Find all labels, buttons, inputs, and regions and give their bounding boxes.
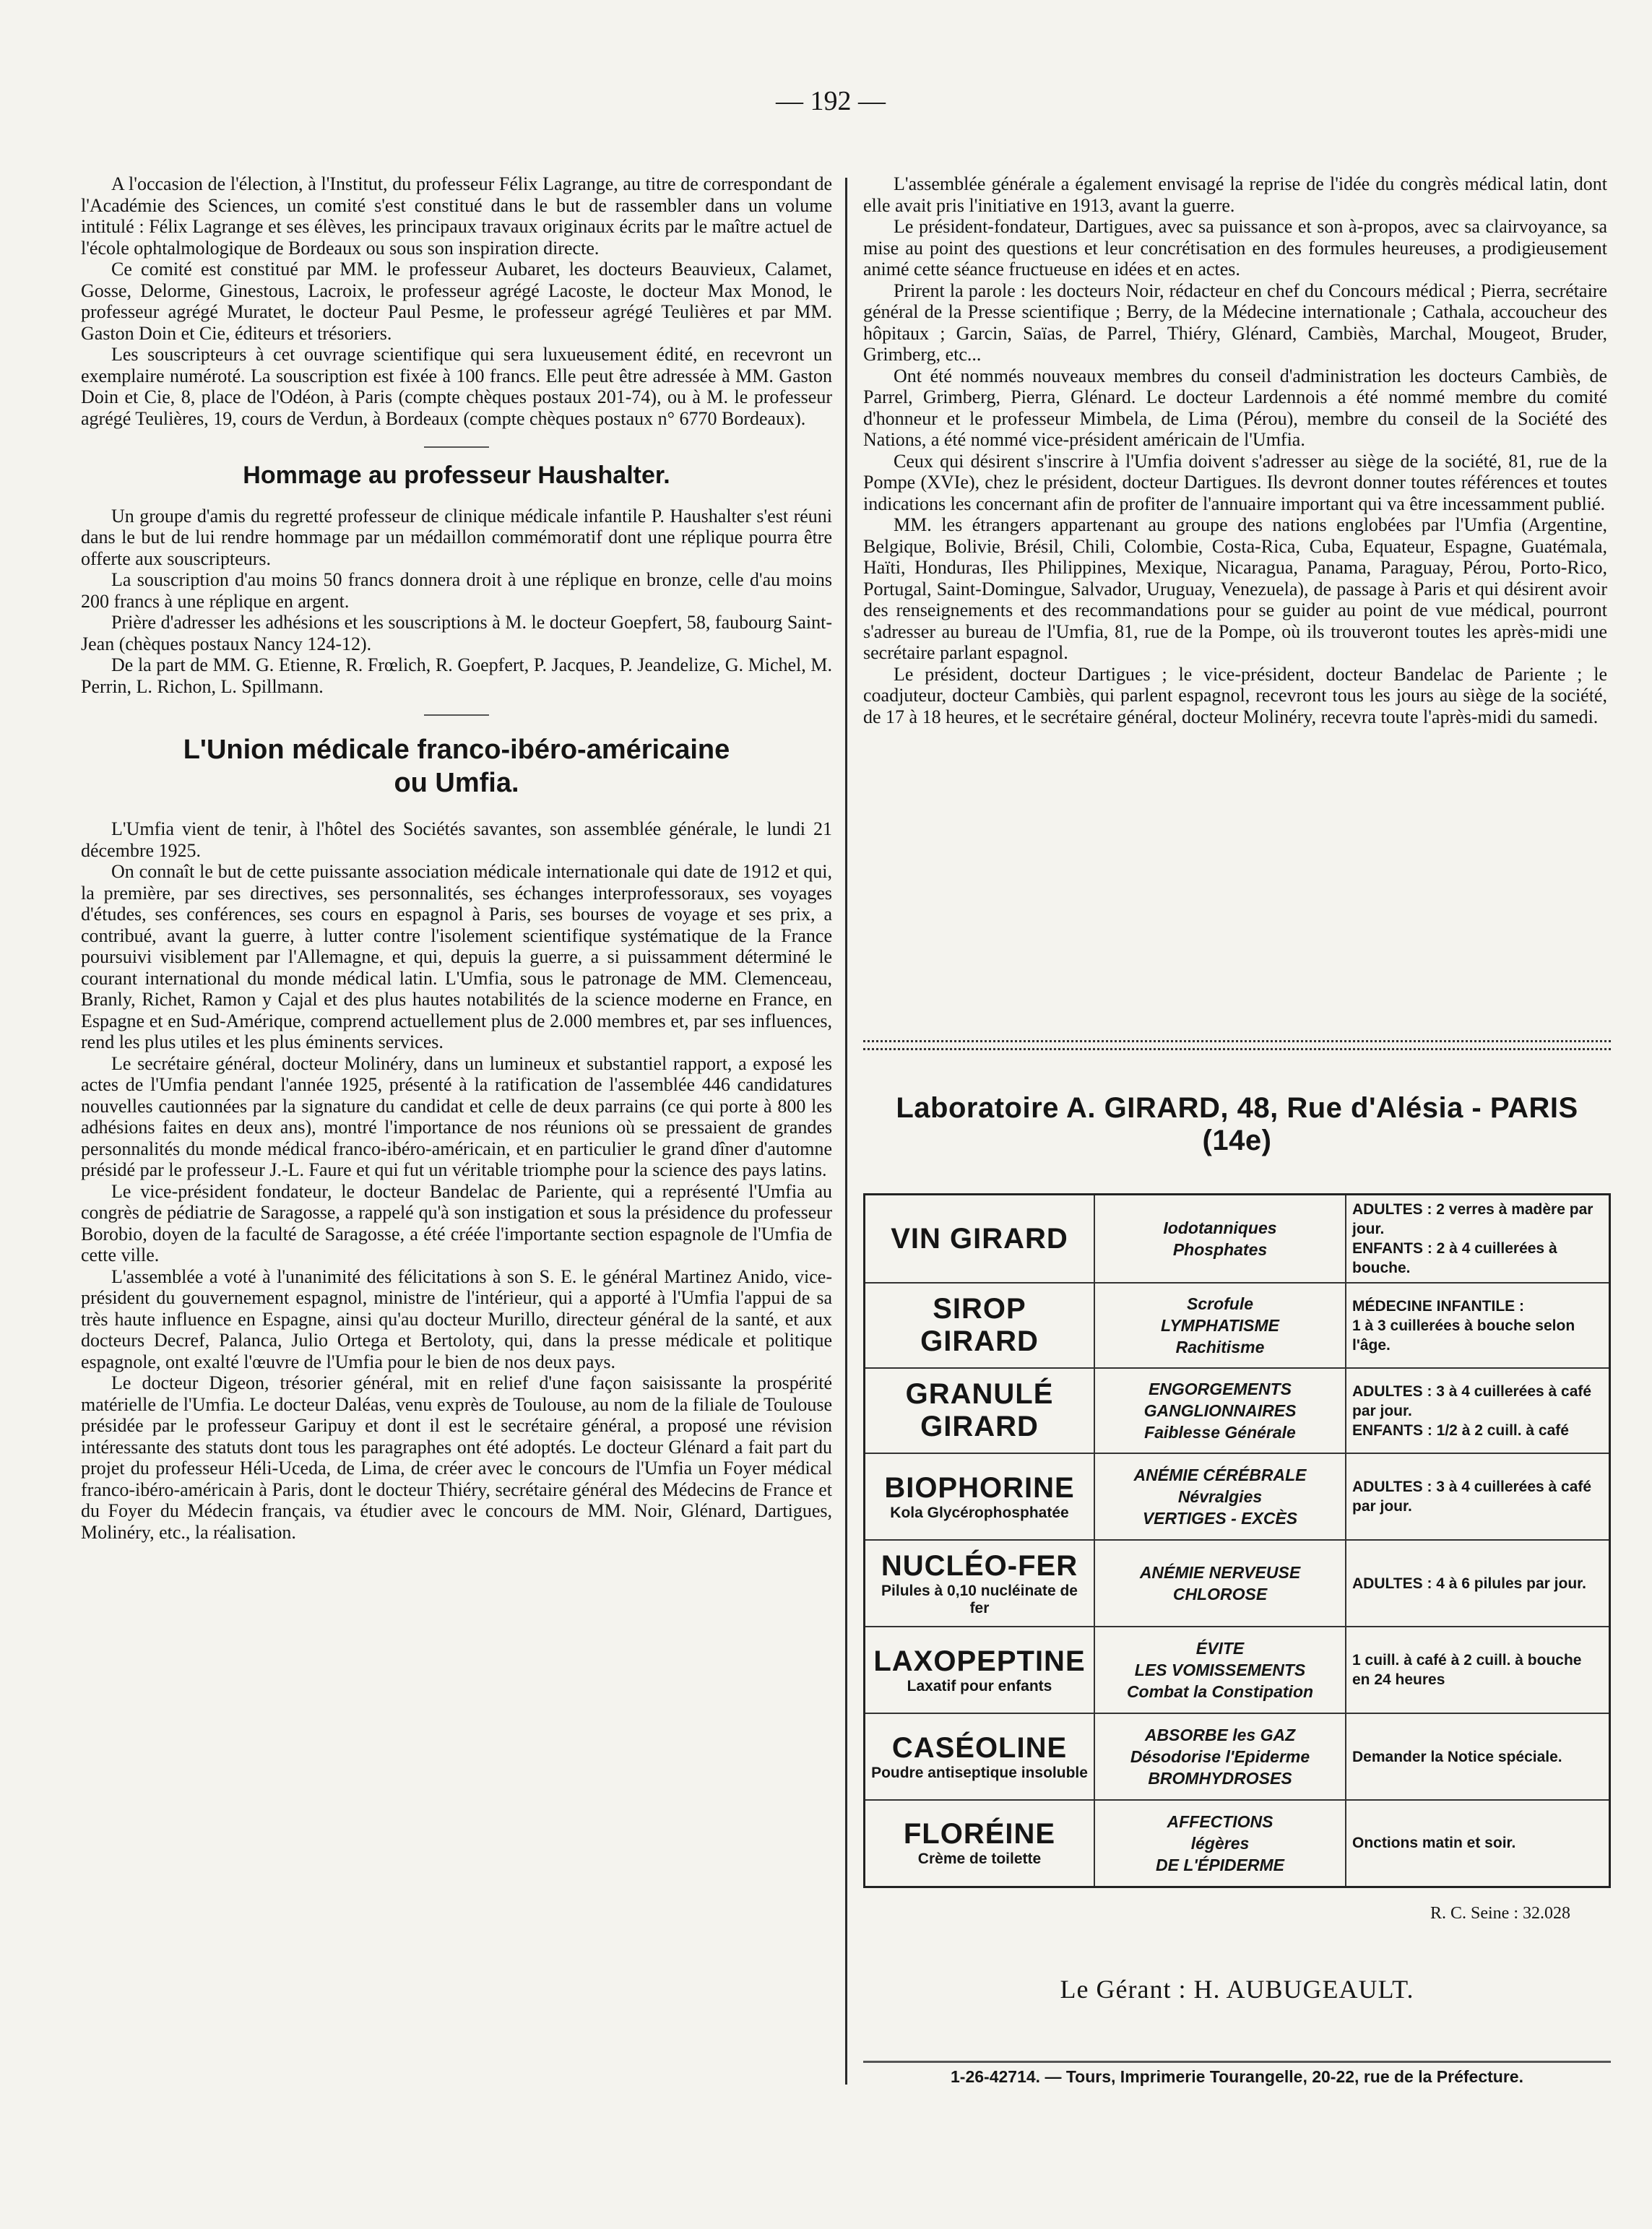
right-paragraph: Prirent la parole : les docteurs Noir, rédacteur en chef du Concours médical ; Pierra, secrétaire général de la Presse scientifique ; Berry, de la Médecine internationale ; Cathala, accoucheur des hôpitaux ; Garcin, Saïas, de Parrel, Thiéry, Glénard, Cambiès, Marchal, Mougeot, Bruder, Grimberg, etc...	[863, 280, 1607, 365]
hommage-title: Hommage au professeur Haushalter.	[243, 462, 670, 489]
intro-paragraph: Ce comité est constitué par MM. le professeur Aubaret, les docteurs Beauvieux, Calamet, Gosse, Delorme, Ginestous, Lacroix, le professeur agrégé Lacoste, le docteur Max Monod, le professeur agrégé Muratet, le docteur Paul Pesme, le professeur agrégé Teulières et par MM. Gaston Doin et Cie, éditeurs et trésoriers.	[81, 259, 832, 344]
product-row	[865, 1283, 1610, 1368]
product-name-cell	[865, 1453, 1095, 1540]
product-row	[865, 1627, 1610, 1713]
union-title-line1: L'Union médicale franco-ibéro-américaine	[183, 735, 730, 765]
product-description: Pilules à 0,10 nucléinate de fer	[881, 1582, 1078, 1616]
product-name-cell	[865, 1195, 1095, 1284]
section-separator	[424, 446, 489, 448]
product-name-cell	[865, 1368, 1095, 1453]
product-table	[863, 1193, 1611, 1888]
intro-paragraph: Les souscripteurs à cet ouvrage scientifique qui sera luxueusement édité, en recevront un exemplaire numéroté. La souscription est fixée à 100 francs. Elle peut être adressée à MM. Gaston Doin et Cie, 8, place de l'Odéon, à Paris (compte chèques postaux 201-74), ou à M. le professeur agrégé Teulières, 19, cours de Verdun, à Bordeaux (compte chèques postaux n° 6770 Bordeaux).	[81, 344, 832, 429]
product-dosage: Demander la Notice spéciale.	[1346, 1713, 1610, 1800]
product-row	[865, 1800, 1610, 1887]
product-dosage: ADULTES : 2 verres à madère par jour. ENFANTS : 2 à 4 cuillerées à bouche.	[1346, 1195, 1610, 1284]
union-title	[81, 733, 832, 800]
girard-advertisement	[863, 1040, 1611, 2087]
right-paragraph: MM. les étrangers appartenant au groupe des nations englobées par l'Umfia (Argentine, Belgique, Bolivie, Brésil, Chili, Colombie, Costa-Rica, Cuba, Equateur, Espagne, Guatémala, Haïti, Honduras, Iles Philippines, Mexique, Nicaragua, Panama, Paraguay, Pérou, Porto-Rico, Portugal, Saint-Domingue, Salvador, Uruguay, Venezuela), de passage à Paris et qui désirent avoir des renseignements et des recommandations pour se guider au point de vue médical, pourront s'adresser au bureau de l'Umfia, 81, rue de la Pompe, où ils trouveront toutes les après-midi une secrétaire parlant espagnol.	[863, 514, 1607, 663]
union-title-line2: ou Umfia.	[394, 768, 519, 798]
product-indication: ABSORBE les GAZ Désodorise l'Epiderme BROMHYDROSES	[1094, 1713, 1346, 1800]
column-divider	[845, 178, 847, 2085]
union-paragraph: Le docteur Digeon, trésorier général, mit en relief d'une façon saisissante la prospérité matérielle de l'Umfia. Le docteur Daléas, venu exprès de Toulouse, au nom de la filiale de Toulouse présidée par le professeur Garipuy et dont il est le secrétaire général, a proposé une révision intéressante des statuts dont tous les paragraphes ont été adoptés. Le docteur Glénard a fait part du projet du professeur Héli-Uceda, de Lima, de créer avec le concours de l'Umfia un Foyer médical franco-ibéro-américain à Paris, dont le docteur Thiéry, secrétaire général des Médecins de France et du Foyer du Médecin français, va étudier avec le concours de MM. Noir, Glénard, Dartigues, Molinéry, etc., la réalisation.	[81, 1372, 832, 1543]
hommage-paragraph: De la part de MM. G. Etienne, R. Frœlich, R. Goepfert, P. Jacques, P. Jeandelize, G. Michel, M. Perrin, L. Richon, L. Spillmann.	[81, 654, 832, 697]
hommage-paragraph: Prière d'adresser les adhésions et les souscriptions à M. le docteur Goepfert, 58, faubourg Saint-Jean (chèques postaux Nancy 124-12).	[81, 612, 832, 654]
product-indication: ÉVITE LES VOMISSEMENTS Combat la Constipation	[1094, 1627, 1346, 1713]
right-paragraph: Ceux qui désirent s'inscrire à l'Umfia doivent s'adresser au siège de la société, 81, rue de la Pompe (XVIe), chez le président, docteur Dartigues. Ils devront donner toutes références et toutes indications les concernant afin de profiter de l'annuaire important qui va être incessamment publié.	[863, 450, 1607, 514]
product-indication: ANÉMIE CÉRÉBRALE Névralgies VERTIGES - EXCÈS	[1094, 1453, 1346, 1540]
product-description: Laxatif pour enfants	[907, 1677, 1052, 1695]
product-indication: ENGORGEMENTS GANGLIONNAIRES Faiblesse Générale	[1094, 1368, 1346, 1453]
dotted-separator	[863, 1040, 1611, 1050]
product-name: NUCLÉO-FER	[881, 1549, 1078, 1582]
product-dosage: MÉDECINE INFANTILE : 1 à 3 cuillerées à bouche selon l'âge.	[1346, 1283, 1610, 1368]
hommage-paragraph: La souscription d'au moins 50 francs donnera droit à une réplique en bronze, celle d'au moins 200 francs à une réplique en argent.	[81, 569, 832, 612]
hommage-paragraph: Un groupe d'amis du regretté professeur de clinique médicale infantile P. Haushalter s'est réuni dans le but de lui rendre hommage par un médaillon commémoratif dont une réplique pourra être offerte aux souscripteurs.	[81, 505, 832, 569]
right-paragraph: Le président, docteur Dartigues ; le vice-président, docteur Bandelac de Pariente ; le coadjuteur, docteur Cambiès, qui parlent espagnol, recevront tous les jours au siège de la société, de 17 à 18 heures, et le secrétaire général, docteur Molinéry, recevra toute l'après-midi du samedi.	[863, 663, 1607, 727]
union-paragraph: L'Umfia vient de tenir, à l'hôtel des Sociétés savantes, son assemblée générale, le lundi 21 décembre 1925.	[81, 818, 832, 861]
product-description: Kola Glycérophosphatée	[890, 1504, 1069, 1521]
product-row	[865, 1453, 1610, 1540]
product-name: LAXOPEPTINE	[873, 1645, 1086, 1677]
product-dosage: ADULTES : 3 à 4 cuillerées à café par jour.	[1346, 1453, 1610, 1540]
union-paragraph: L'assemblée a voté à l'unanimité des félicitations à son S. E. le général Martinez Anido, vice-président du gouvernement espagnol, ministre de l'intérieur, qui a apporté à l'Umfia l'appui de sa très haute influence en Espagne, ainsi qu'au docteur Murillo, directeur général de la santé, et aux docteurs Decref, Palanca, Julio Ortega et Bertoloty, qui, dans la presse médicale et politique espagnole, ont exalté l'œuvre de l'Umfia pour le bien de nos deux pays.	[81, 1265, 832, 1372]
union-paragraph: Le vice-président fondateur, le docteur Bandelac de Pariente, qui a représenté l'Umfia au congrès de pédiatrie de Saragosse, a rappelé qu'à son instigation et sous la présidence du professeur Borobio, doyen de la faculté de Saragosse, a été créée l'importante section espagnole de l'Umfia de cette ville.	[81, 1180, 832, 1265]
right-paragraph: Ont été nommés nouveaux membres du conseil d'administration les docteurs Cambiès, de Parrel, Grimberg, Pierra, Glénard. Le docteur Lardennois a été nommé membre du comité d'honneur et le professeur Mimbela, de Lima (Pérou), membre du conseil de la Société des Nations, a été nommé vice-président américain de l'Umfia.	[863, 365, 1607, 450]
product-name-cell	[865, 1713, 1095, 1800]
product-row	[865, 1540, 1610, 1627]
product-description: Poudre antiseptique insoluble	[871, 1764, 1088, 1781]
page-number: — 192 —	[776, 86, 886, 116]
product-name: CASÉOLINE	[891, 1731, 1068, 1764]
product-dosage: ADULTES : 4 à 6 pilules par jour.	[1346, 1540, 1610, 1627]
product-name-cell	[865, 1800, 1095, 1887]
intro-paragraph: A l'occasion de l'élection, à l'Institut, du professeur Félix Lagrange, au titre de correspondant de l'Académie des Sciences, un comité s'est constitué dans le but de rassembler dans un volume intitulé : Félix Lagrange et ses élèves, les principaux travaux originaux écrits par le maître actuel de l'école ophtalmologique de Bordeaux ou sous son inspiration directe.	[81, 173, 832, 259]
rc-number: R. C. Seine : 32.028	[1430, 1903, 1570, 1923]
product-name: BIOPHORINE	[884, 1471, 1075, 1504]
product-indication: Scrofule LYMPHATISME Rachitisme	[1094, 1283, 1346, 1368]
product-dosage: Onctions matin et soir.	[1346, 1800, 1610, 1887]
right-column	[863, 173, 1607, 727]
product-row	[865, 1368, 1610, 1453]
product-name: VIN GIRARD	[891, 1222, 1068, 1255]
laboratory-header: Laboratoire A. GIRARD, 48, Rue d'Alésia - PARIS (14e)	[896, 1092, 1578, 1156]
printer-line: 1-26-42714. — Tours, Imprimerie Tourangelle, 20-22, rue de la Préfecture.	[863, 2061, 1611, 2087]
product-name: SIROP GIRARD	[920, 1293, 1039, 1357]
left-column	[81, 173, 832, 1543]
product-dosage: 1 cuill. à café à 2 cuill. à bouche en 24 heures	[1346, 1627, 1610, 1713]
product-row	[865, 1195, 1610, 1284]
union-paragraph: Le secrétaire général, docteur Molinéry, dans un lumineux et substantiel rapport, a exposé les actes de l'Umfia pendant l'année 1925, présenté à la ratification de l'assemblée 446 candidatures nouvelles cautionnées par la signature du candidat et celle de deux parrains (ce qui porte à 800 les adhésions faites en deux ans), montré l'importance de nos réunions où se pressaient de grandes personnalités du monde médical franco-ibéro-américain, et en particulier le grand dîner d'automne présidé par le professeur J.-L. Faure et qui fut un véritable triomphe pour la science des pays latins.	[81, 1052, 832, 1180]
section-separator	[424, 714, 489, 716]
union-paragraph: On connaît le but de cette puissante association médicale internationale qui date de 1912 et qui, la première, par ses directives, ses personnalités, ses échanges interprofessoraux, ses voyages d'études, ses conférences, ses cours en espagnol à Paris, ses bourses de voyage et ses prix, a contribué, avant la guerre, à lutter contre l'isolement scientifique systématique de la France poursuivi visiblement par l'Allemagne, et qui, depuis la guerre, a si puissamment déterminé le courant international du monde médical latin. L'Umfia, sous le patronage de MM. Clemenceau, Branly, Richet, Ramon y Cajal et des plus hautes notabilités de la science moderne en France, en Espagne et en Sud-Amérique, comprend actuellement plus de 2.000 membres et, par ses influences, rend les plus utiles et les plus éminents services.	[81, 861, 832, 1052]
product-name-cell	[865, 1540, 1095, 1627]
right-paragraph: Le président-fondateur, Dartigues, avec sa puissance et son à-propos, avec sa clairvoyance, sa mise au point des questions et leur concrétisation en des formules heureuses, a prodigieusement animé cette séance fructueuse en idées et en actes.	[863, 216, 1607, 280]
product-indication: AFFECTIONS légères DE L'ÉPIDERME	[1094, 1800, 1346, 1887]
product-indication: ANÉMIE NERVEUSE CHLOROSE	[1094, 1540, 1346, 1627]
product-name-cell	[865, 1283, 1095, 1368]
product-name: FLORÉINE	[903, 1818, 1056, 1851]
right-paragraph: L'assemblée générale a également envisagé la reprise de l'idée du congrès médical latin, dont elle avait pris l'initiative en 1913, avant la guerre.	[863, 173, 1607, 216]
gerant-line: Le Gérant : H. AUBUGEAULT.	[1060, 1974, 1414, 2004]
product-dosage: ADULTES : 3 à 4 cuillerées à café par jour. ENFANTS : 1/2 à 2 cuill. à café	[1346, 1368, 1610, 1453]
product-row	[865, 1713, 1610, 1800]
product-indication: Iodotanniques Phosphates	[1094, 1195, 1346, 1284]
product-description: Crème de toilette	[917, 1851, 1042, 1868]
product-name-cell	[865, 1627, 1095, 1713]
product-name: GRANULÉ GIRARD	[905, 1378, 1054, 1442]
